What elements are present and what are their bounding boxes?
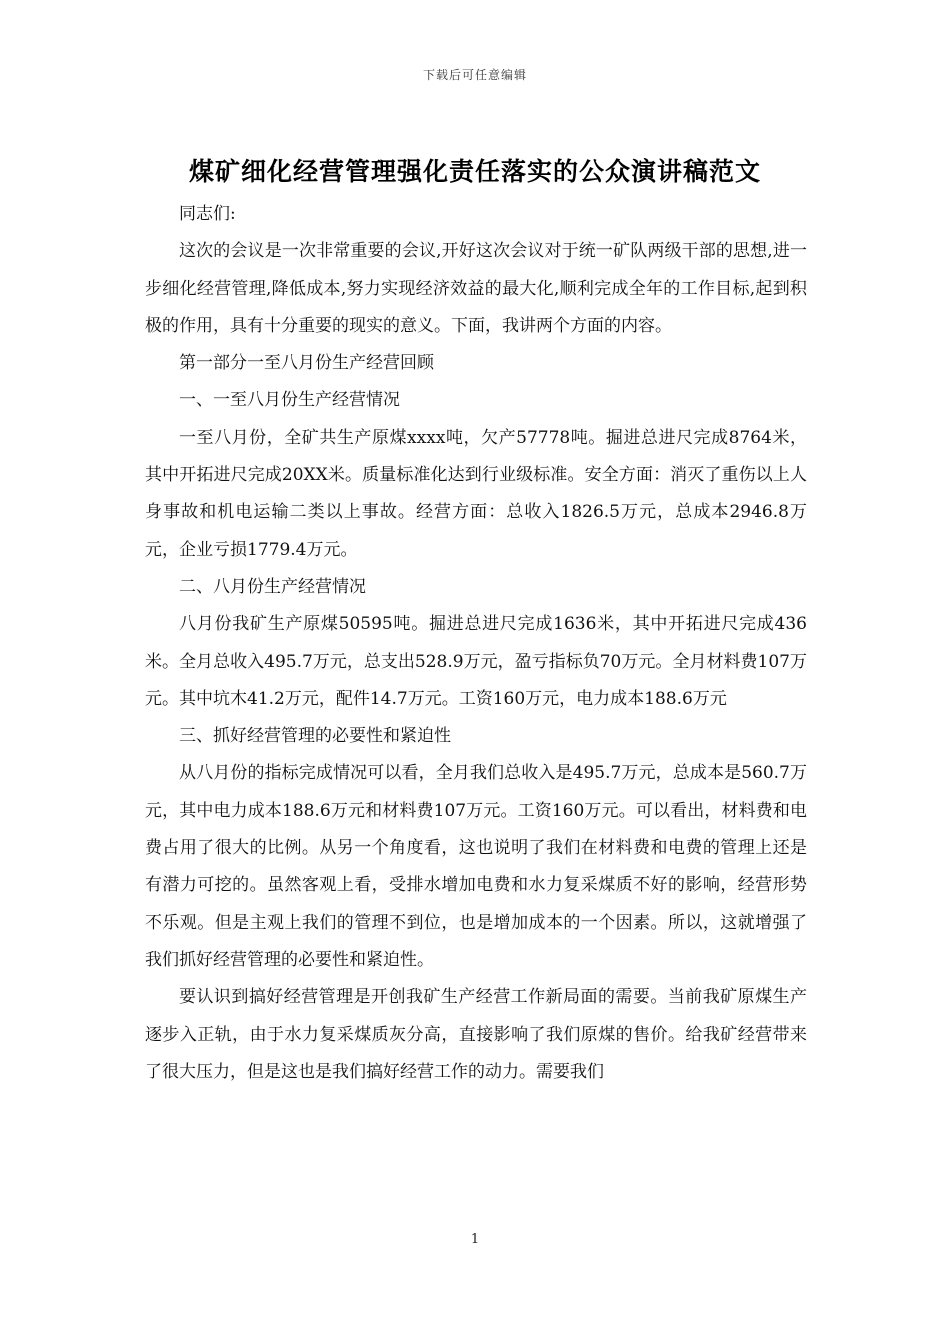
section-heading-part-one: 第一部分一至八月份生产经营回顾 bbox=[179, 353, 434, 374]
subsection-heading-2: 二、八月份生产经营情况 bbox=[179, 576, 366, 597]
salutation: 同志们: bbox=[179, 204, 236, 224]
page-number: 1 bbox=[470, 1232, 480, 1247]
document-body bbox=[145, 196, 807, 1091]
intro-paragraph: 这次的会议是一次非常重要的会议,开好这次会议对于统一矿队两级干部的思想,进一步细化经营管理,降低成本,努力实现经济效益的最大化,顺利完成全年的工作目标,起到积极的作用，具有十分重要的现实的意义。下面，我讲两个方面的内容。 bbox=[145, 241, 807, 336]
body-paragraph: 要认识到搞好经营管理是开创我矿生产经营工作新局面的需要。当前我矿原煤生产逐步入正轨，由于水力复采煤质灰分高，直接影响了我们原煤的售价。给我矿经营带来了很大压力，但是这也是我们搞好经营工作的动力。需要我们 bbox=[145, 987, 807, 1082]
subsection-heading-1: 一、一至八月份生产经营情况 bbox=[179, 390, 400, 411]
body-paragraph: 从八月份的指标完成情况可以看，全月我们总收入是495.7万元，总成本是560.7万元，其中电力成本188.6万元和材料费107万元。工资160万元。可以看出，材料费和电费占用了很大的比例。从另一个角度看，这也说明了我们在材料费和电费的管理上还是有潜力可挖的。虽然客观上看，受排水增加电费和水力复采煤质不好的影响，经营形势不乐观。但是主观上我们的管理不到位，也是增加成本的一个因素。所以，这就增强了我们抓好经营管理的必要性和紧迫性。 bbox=[145, 763, 807, 970]
header-note: 下载后可任意编辑 bbox=[422, 68, 527, 82]
body-paragraph: 八月份我矿生产原煤50595吨。掘进总进尺完成1636米，其中开拓进尺完成436米。全月总收入495.7万元，总支出528.9万元，盈亏指标负70万元。全月材料费107万元。其中坑木41.2万元，配件14.7万元。工资160万元，电力成本188.6万元 bbox=[145, 614, 807, 709]
body-paragraph: 一至八月份，全矿共生产原煤xxxx吨，欠产57778吨。掘进总进尺完成8764米，其中开拓进尺完成20XX米。质量标准化达到行业级标准。安全方面：消灭了重伤以上人身事故和机电运输二类以上事故。经营方面：总收入1826.5万元，总成本2946.8万元，企业亏损1779.4万元。 bbox=[145, 427, 807, 560]
subsection-heading-3: 三、抓好经营管理的必要性和紧迫性 bbox=[179, 726, 451, 747]
document-title: 煤矿细化经营管理强化责任落实的公众演讲稿范文 bbox=[188, 157, 761, 186]
